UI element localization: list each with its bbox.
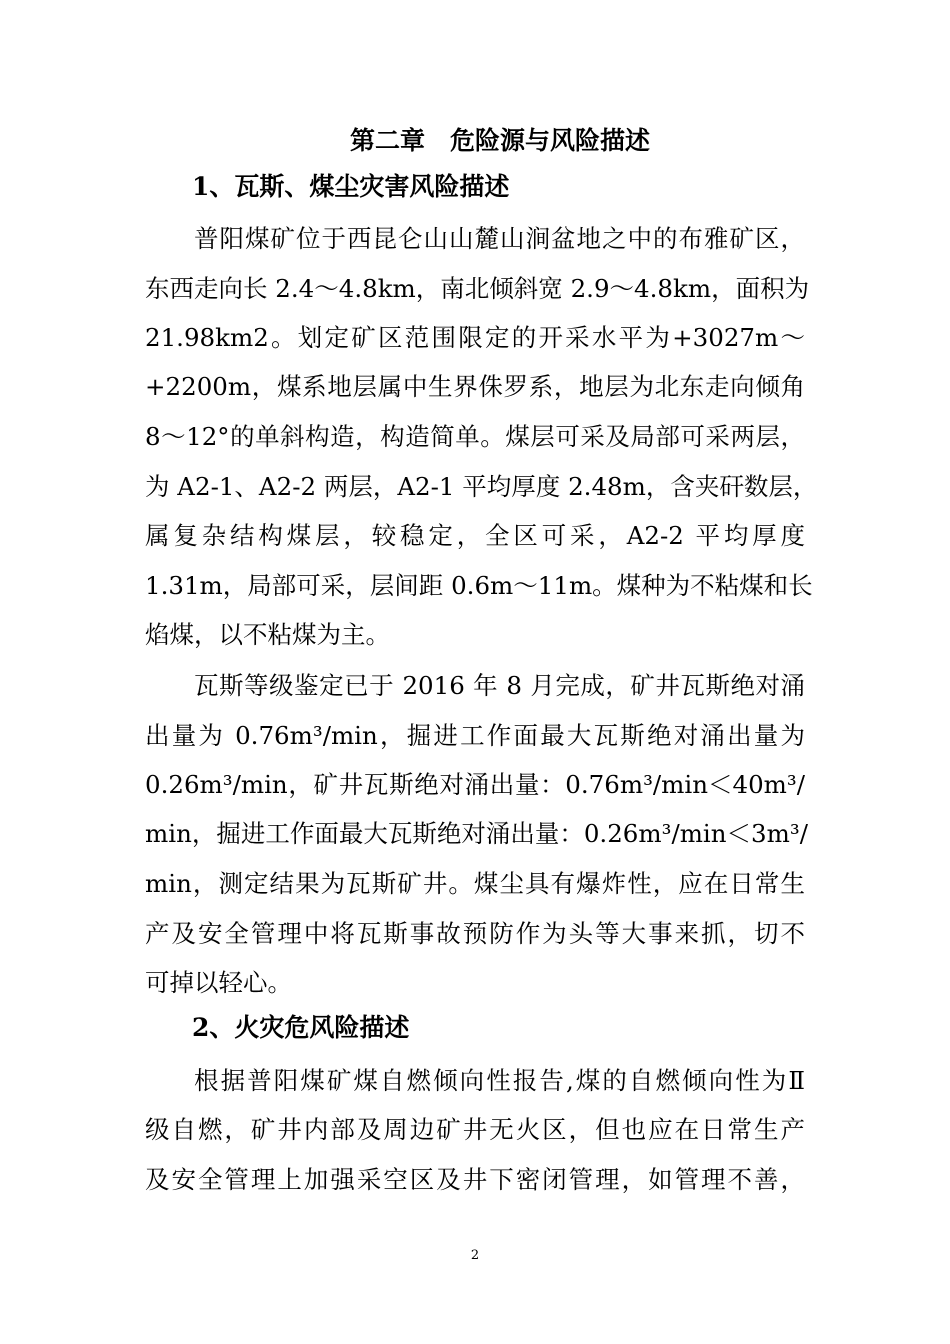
paragraph-line: 级自燃，矿井内部及周边矿井无火区，但也应在日常生产	[145, 1115, 805, 1144]
paragraph-line: 8～12°的单斜构造，构造简单。煤层可采及局部可采两层，	[145, 422, 805, 451]
paragraph-line: min，掘进工作面最大瓦斯绝对涌出量：0.26m³/min＜3m³/	[145, 819, 808, 848]
paragraph-line: min，测定结果为瓦斯矿井。煤尘具有爆炸性，应在日常生	[145, 869, 805, 898]
paragraph-line: 普阳煤矿位于西昆仑山山麓山涧盆地之中的布雅矿区，	[194, 224, 805, 253]
paragraph-line: 及安全管理上加强采空区及井下密闭管理，如管理不善，	[145, 1165, 805, 1194]
page-number: 2	[470, 1248, 480, 1263]
section-heading-fire: 2、火灾危风险描述	[192, 1013, 410, 1042]
paragraph-line: 根据普阳煤矿煤自燃倾向性报告,煤的自燃倾向性为Ⅱ	[194, 1066, 805, 1095]
paragraph-line: 可掉以轻心。	[145, 968, 292, 997]
chapter-title: 第二章 危险源与风险描述	[349, 126, 650, 155]
section-heading-gas-dust: 1、瓦斯、煤尘灾害风险描述	[192, 172, 510, 201]
paragraph-line: 东西走向长 2.4～4.8km，南北倾斜宽 2.9～4.8km，面积为	[145, 274, 810, 303]
paragraph-line: 产及安全管理中将瓦斯事故预防作为头等大事来抓，切不	[145, 919, 805, 948]
paragraph-line: 为 A2-1、A2-2 两层，A2-1 平均厚度 2.48m，含夹矸数层，	[145, 472, 818, 501]
paragraph-line: 1.31m，局部可采，层间距 0.6m～11m。煤种为不粘煤和长	[145, 571, 813, 600]
paragraph-line: 焰煤，以不粘煤为主。	[145, 620, 390, 649]
paragraph-line: 出量为 0.76m³/min，掘进工作面最大瓦斯绝对涌出量为	[145, 721, 805, 750]
paragraph-line: 0.26m³/min，矿井瓦斯绝对涌出量：0.76m³/min＜40m³/	[145, 770, 805, 799]
paragraph-line: 21.98km2。划定矿区范围限定的开采水平为+3027m～	[145, 323, 805, 352]
paragraph-line: 属复杂结构煤层，较稳定，全区可采，A2-2 平均厚度	[145, 521, 805, 550]
paragraph-line: +2200m，煤系地层属中生界侏罗系，地层为北东走向倾角	[145, 372, 805, 401]
paragraph-line: 瓦斯等级鉴定已于 2016 年 8 月完成，矿井瓦斯绝对涌	[194, 671, 805, 700]
